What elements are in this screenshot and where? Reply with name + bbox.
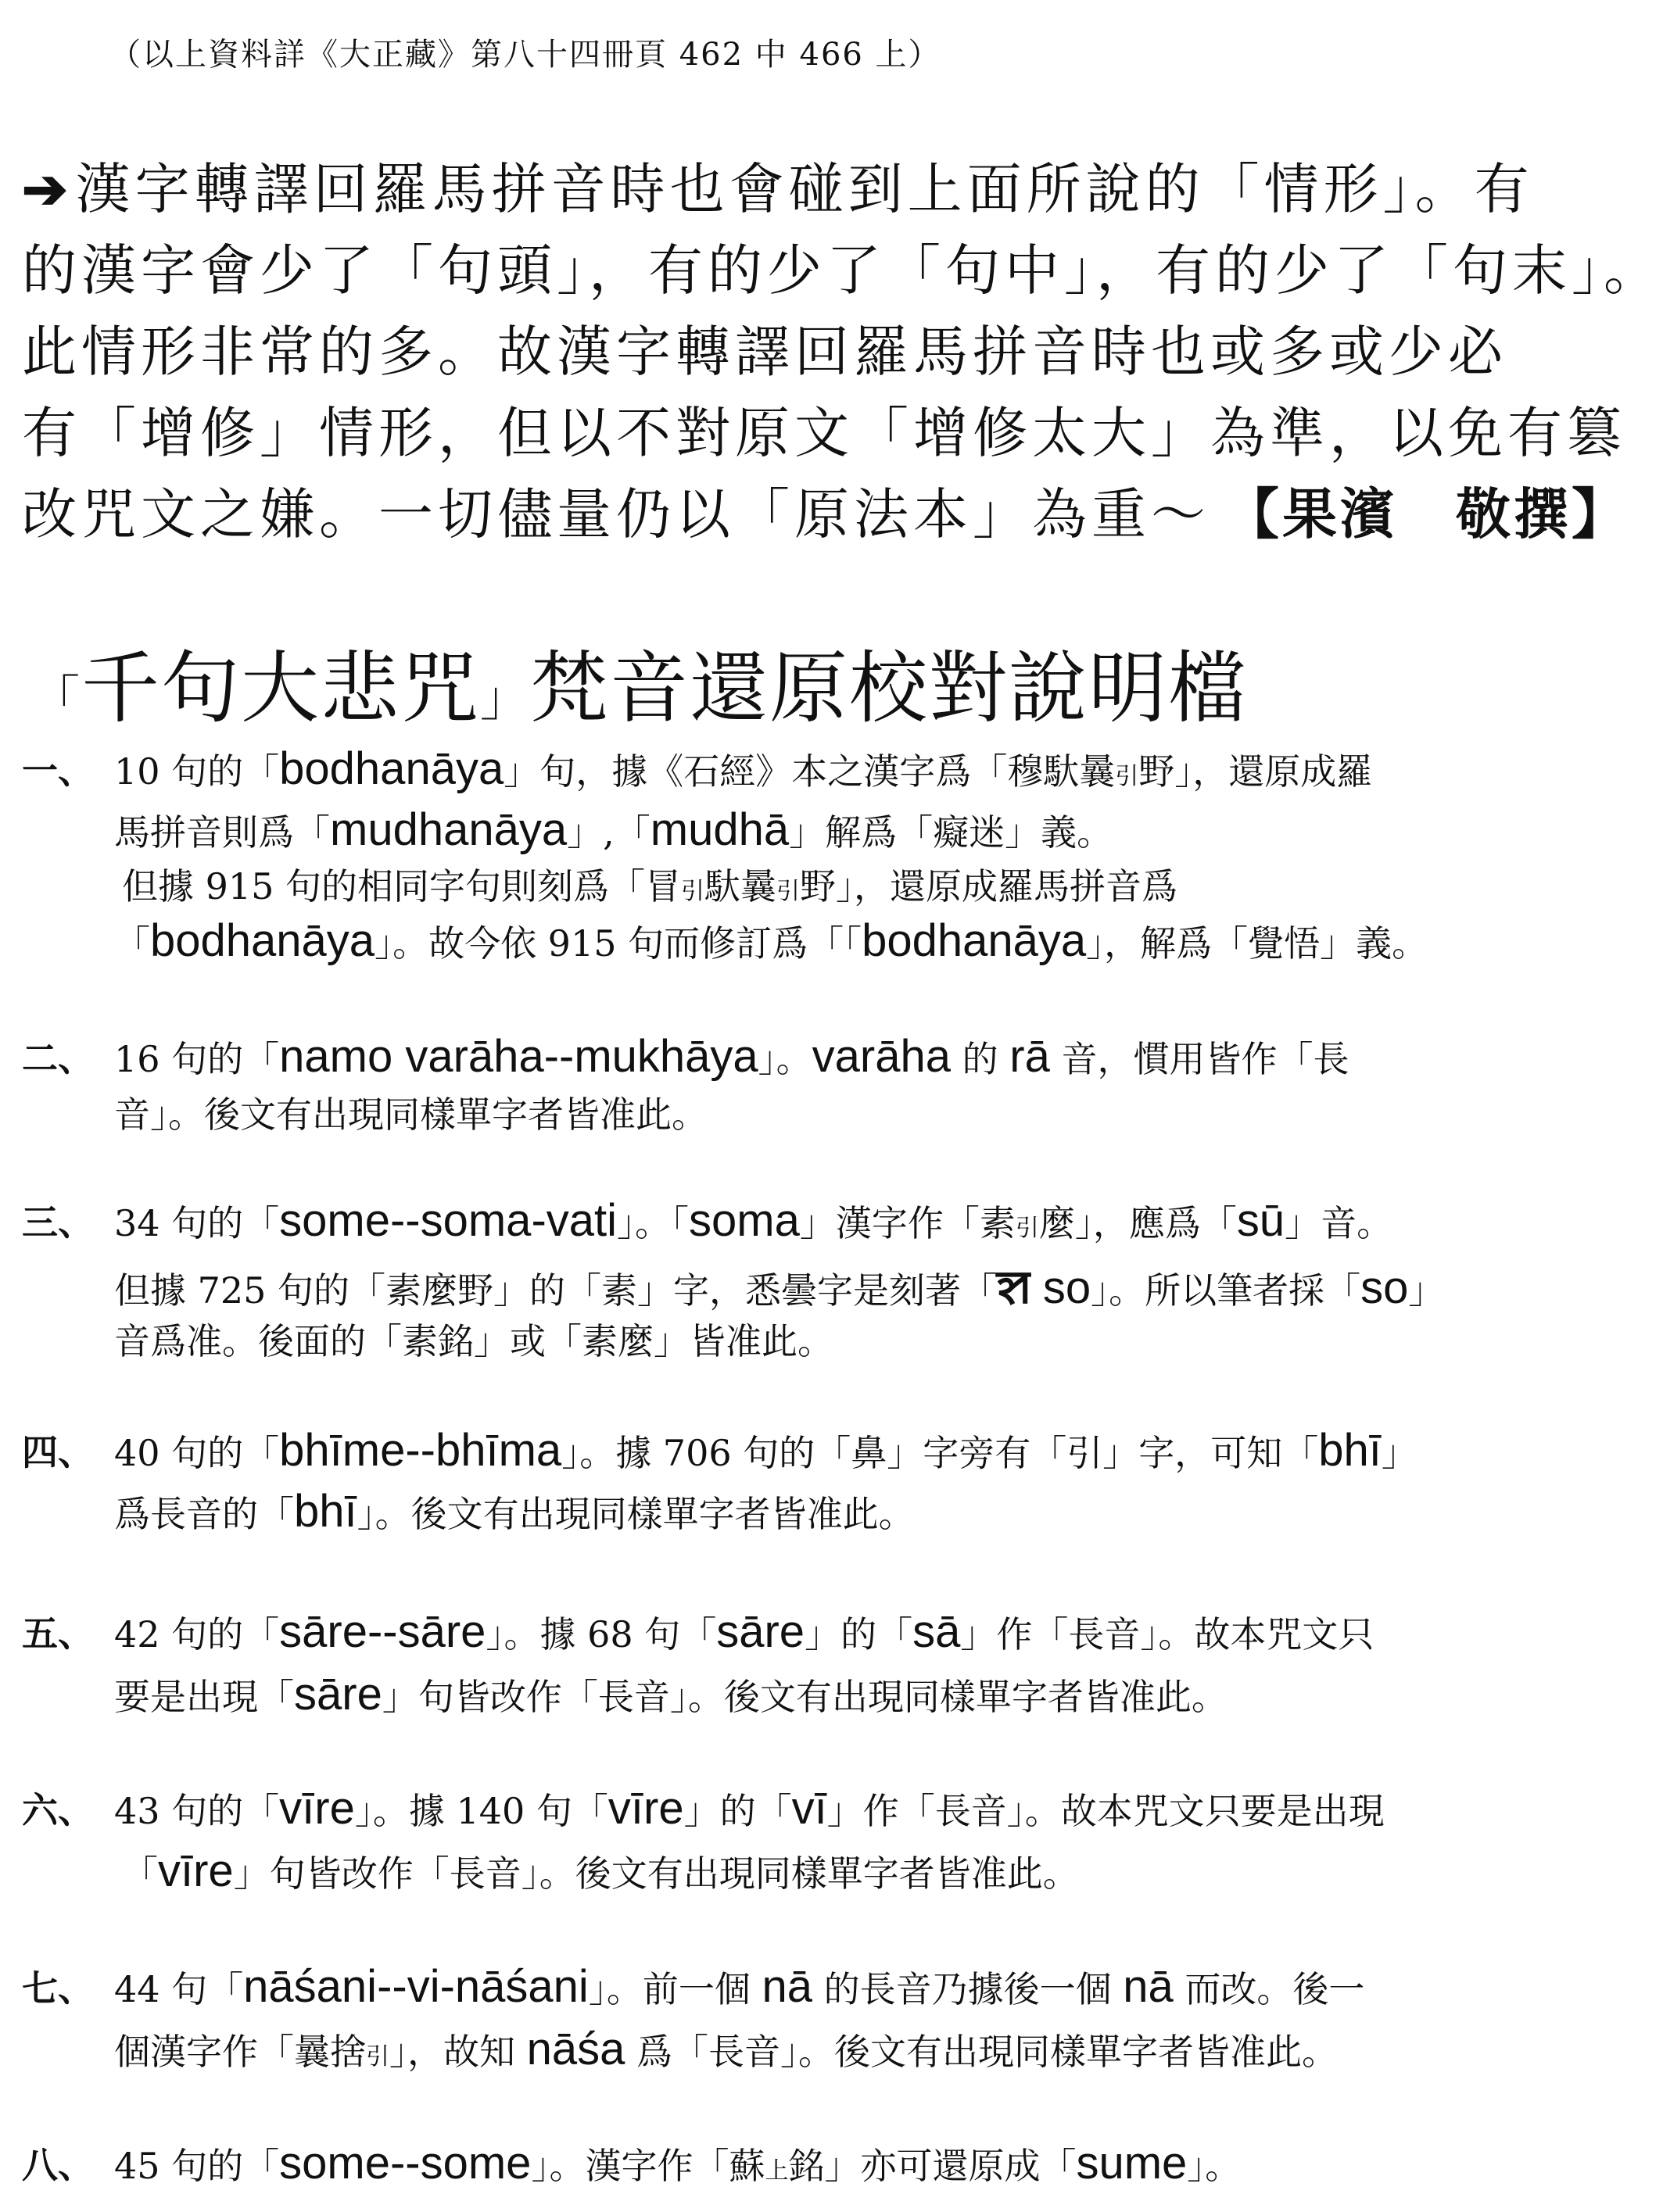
sanskrit-term: vī: [791, 1783, 827, 1834]
sanskrit-term: bhī: [294, 1486, 357, 1537]
sanskrit-term: sā: [912, 1606, 961, 1657]
note-line-2: 的漢字會少了「句頭」，有的少了「句中」，有的少了「句末」。: [22, 238, 1663, 302]
item-number: 七、: [22, 1967, 94, 2010]
item-line: 10 句的「bodhanāya」句，據《石經》本之漢字爲「穆馱曩引野」，還原成羅: [114, 743, 1373, 794]
item-line: 個漢字作「曩捨引」，故知 nāśa 爲「長音」。後文有出現同樣單字者皆准此。: [114, 2024, 1339, 2074]
item-line: 爲長音的「bhī」。後文有出現同樣單字者皆准此。: [114, 1486, 915, 1537]
sanskrit-term: nāśa: [526, 2024, 625, 2074]
item-line: 43 句的「vīre」。據 140 句「vīre」的「vī」作「長音」。故本咒文只要是出現: [114, 1783, 1385, 1834]
sanskrit-term: varāha: [812, 1031, 952, 1082]
sanskrit-term: sāre--sāre: [279, 1606, 486, 1657]
sanskrit-term: sū: [1236, 1195, 1285, 1246]
item-number: 八、: [22, 2144, 94, 2186]
title-rest: 梵音還原校對說明檔: [530, 645, 1249, 732]
sanskrit-term: vīre: [279, 1783, 355, 1834]
siddham-glyph-icon: ꠡ: [997, 1263, 1030, 1314]
title-close-bracket: 」: [480, 672, 531, 726]
note-text-1: 漢字轉譯回羅馬拼音時也會碰到上面所說的「情形」。有: [75, 157, 1534, 221]
sanskrit-term: nāśani--vi-nāśani: [243, 1961, 589, 2012]
sanskrit-term: so: [1360, 1262, 1409, 1313]
item-line: 45 句的「some--some」。漢字作「蘇上銘」亦可還原成「sume」。: [114, 2138, 1242, 2189]
item-line: 要是出現「sāre」句皆改作「長音」。後文有出現同樣單字者皆准此。: [114, 1669, 1228, 1720]
item-number: 一、: [22, 750, 94, 792]
sanskrit-term: bodhanāya: [279, 743, 504, 794]
title-open-bracket: 「: [31, 672, 82, 726]
sanskrit-term: mudhā: [650, 804, 790, 855]
item-line: 但據 725 句的「素麼野」的「素」字，悉曇字是刻著「ꠡ so」。所以筆者採「so」: [114, 1262, 1445, 1314]
item-line: 16 句的「namo varāha--mukhāya」。varāha 的 rā 音，慣用皆作「長: [114, 1031, 1349, 1082]
item-line: 42 句的「sāre--sāre」。據 68 句「sāre」的「sā」作「長音」。故本咒文只: [114, 1606, 1374, 1657]
sanskrit-term: rā: [1009, 1031, 1050, 1082]
sanskrit-term: bodhanāya: [862, 915, 1087, 966]
item-line: 音」。後文有出現同樣單字者皆准此。: [114, 1093, 708, 1136]
sanskrit-term: sume: [1076, 2138, 1188, 2189]
editor-note: [22, 149, 1663, 555]
note-text-5: 改咒文之嫌。一切儘量仍以「原法本」為重～: [22, 482, 1210, 546]
sanskrit-term: sāre: [294, 1669, 382, 1720]
sanskrit-term: bhī: [1318, 1425, 1382, 1476]
item-number: 二、: [22, 1037, 94, 1079]
item-line: 音爲准。後面的「素銘」或「素麼」皆准此。: [114, 1320, 833, 1362]
sanskrit-term: sāre: [716, 1606, 805, 1657]
item-line: 40 句的「bhīme--bhīma」。據 706 句的「鼻」字旁有「引」字，可知「bhī」: [114, 1425, 1417, 1476]
item-line: 但據 915 句的相同字句則刻爲「冒引馱曩引野」，還原成羅馬拼音爲: [122, 865, 1178, 907]
sanskrit-term: some--some: [279, 2138, 532, 2189]
item-number: 五、: [22, 1612, 94, 1655]
sanskrit-term: vīre: [607, 1783, 684, 1834]
sanskrit-term: bodhanāya: [150, 915, 375, 966]
item-number: 六、: [22, 1789, 94, 1831]
sanskrit-term: vīre: [158, 1845, 234, 1896]
sanskrit-term: nā: [1123, 1961, 1174, 2012]
note-line-1: [22, 149, 1539, 230]
item-line: 「vīre」句皆改作「長音」。後文有出現同樣單字者皆准此。: [122, 1845, 1079, 1896]
item-line: 44 句「nāśani--vi-nāśani」。前一個 nā 的長音乃據後一個 nā 而改。後一: [114, 1961, 1365, 2012]
item-number: 三、: [22, 1201, 94, 1244]
sanskrit-term: so: [1030, 1262, 1091, 1313]
item-number: 四、: [22, 1431, 94, 1473]
arrow-icon: ➔: [22, 156, 73, 221]
note-line-3: 此情形非常的多。故漢字轉譯回羅馬拼音時也或多或少必: [22, 320, 1507, 384]
title-main: 千句大悲咒: [81, 645, 481, 732]
item-line: 馬拼音則爲「mudhanāya」,「mudhā」解爲「癡迷」義。: [114, 804, 1113, 855]
note-line-4: 有「增修」情形，但以不對原文「增修太大」為準，以免有篡: [22, 401, 1626, 465]
sanskrit-term: soma: [689, 1195, 800, 1246]
note-line-5: [22, 474, 1629, 555]
sanskrit-term: bhīme--bhīma: [279, 1425, 562, 1476]
sanskrit-term: some--soma-vati: [279, 1195, 618, 1246]
reference-line: （以上資料詳《大正藏》第八十四冊頁 462 中 466 上）: [109, 37, 941, 73]
item-line: 「bodhanāya」。故今依 915 句而修訂爲「「bodhanāya」，解爲「覺悟」義。: [114, 915, 1428, 966]
sanskrit-term: nā: [762, 1961, 812, 2012]
sanskrit-term: namo varāha--mukhāya: [279, 1031, 758, 1082]
author-signature: 【果濱 敬撰】: [1224, 481, 1629, 546]
page-title: [31, 625, 1248, 738]
sanskrit-term: mudhanāya: [330, 804, 568, 855]
item-line: 34 句的「some--soma-vati」。「soma」漢字作「素引麼」，應爲「sū」音。: [114, 1195, 1393, 1246]
